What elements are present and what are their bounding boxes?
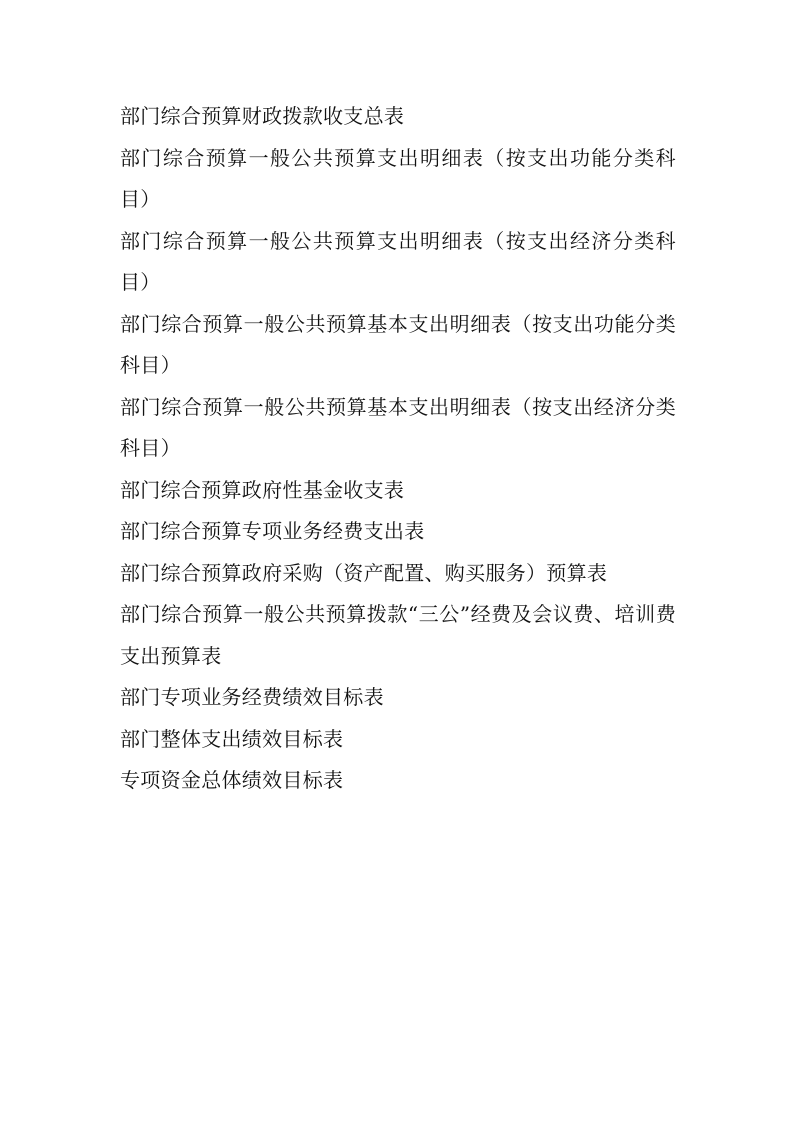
table-list	[120, 96, 676, 802]
list-item-budget-appropriation-summary: 部门综合预算财政拨款收支总表	[120, 104, 405, 128]
list-item-general-public-expenditure-by-function: 部门综合预算一般公共预算支出明细表（按支出功能分类科目）	[120, 145, 676, 211]
list-item-special-fund-performance: 专项资金总体绩效目标表	[120, 768, 344, 792]
list-item-government-fund-table: 部门综合预算政府性基金收支表	[120, 477, 405, 502]
list-item-special-business-expenditure: 部门综合预算专项业务经费支出表	[120, 519, 425, 543]
list-item-overall-expenditure-performance: 部门整体支出绩效目标表	[120, 726, 344, 751]
list-item-basic-expenditure-by-economic: 部门综合预算一般公共预算基本支出明细表（按支出经济分类科目）	[120, 394, 676, 460]
list-item-government-procurement: 部门综合预算政府采购（资产配置、购买服务）预算表	[120, 560, 608, 585]
list-item-three-public-expenses: 部门综合预算一般公共预算拨款“三公”经费及会议费、培训费支出预算表	[120, 602, 676, 668]
list-item-special-business-performance: 部门专项业务经费绩效目标表	[120, 685, 384, 709]
list-item-basic-expenditure-by-function: 部门综合预算一般公共预算基本支出明细表（按支出功能分类科目）	[120, 311, 676, 377]
list-item-general-public-expenditure-by-economic: 部门综合预算一般公共预算支出明细表（按支出经济分类科目）	[120, 228, 676, 294]
